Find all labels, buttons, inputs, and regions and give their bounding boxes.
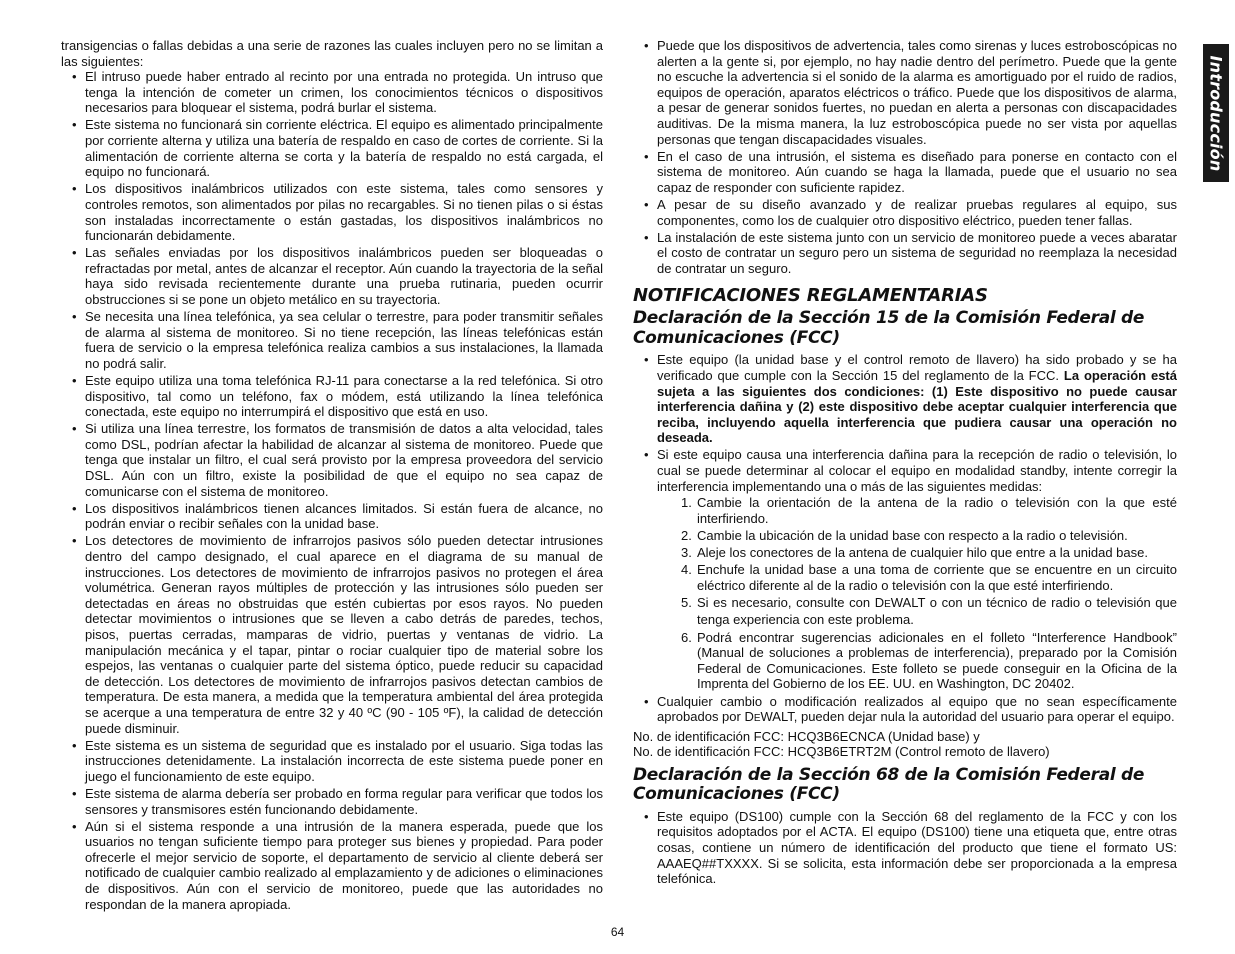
- list-item: • Este equipo (DS100) cumple con la Sección 68 del reglamento de la FCC y con los requisitos adoptados por el ACTA. El equipo (DS100) tiene una etiqueta que, entre otras cosas, contiene un número de identificación del producto que tiene el formato US: AAAEQ##TXXXX. Si se solicita, esta información debe ser proporcionada a la empresa telefónica.: [633, 809, 1177, 887]
- measure-text: WALT o con un técnico de radio o televisión que tenga experiencia con este problema.: [697, 594, 1177, 628]
- fcc-part15-list: [633, 352, 1177, 727]
- measure-item: [657, 495, 1177, 526]
- left-column: [61, 38, 603, 914]
- fcc-id-remote: No. de identificación FCC: HCQ3B6ETRT2M (Control remoto de llavero): [633, 744, 1050, 760]
- measures-list: [657, 495, 1177, 692]
- list-item: • Este equipo utiliza una toma telefónica RJ-11 para conectarse a la red telefónica. Si otro dispositivo, tal como un teléfono, fax o módem, está utilizando la línea telefónica conectada, este equipo no interrumpirá el dispositivo que está en uso.: [61, 373, 603, 420]
- limitations-list-continued: [633, 38, 1177, 276]
- list-item: • Puede que los dispositivos de advertencia, tales como sirenas y luces estroboscópicas no alerten a la gente si, por ejemplo, no hay nadie dentro del perímetro. Puede que la gente no escuche la advertencia si el sonido de la alarma es amortiguado por el ruido de radios, equipos de operación, aparatos eléctricos o tráfico. Puede que los dispositivos de alarma, a pesar de generar sonidos fuertes, no puedan en alerta a personas con discapacidades auditivas. De la misma manera, la luz estroboscópica puede no ser vista por aquellas personas que tengan discapacidades visuales.: [633, 38, 1177, 147]
- page-number: 64: [610, 925, 625, 939]
- list-item: [633, 352, 1177, 446]
- measure-text: Cambie la ubicación de la unidad base con respecto a la radio o televisión.: [697, 527, 1128, 543]
- measure-number: 3.: [681, 545, 692, 561]
- list-item: • La instalación de este sistema junto con un servicio de monitoreo puede a veces abaratar el costo de contratar un seguro pero un sistema de seguridad no reemplaza la necesidad de contratar un seguro.: [633, 230, 1177, 277]
- measure-item: [657, 595, 1177, 628]
- fcc-part15-heading: Declaración de la Sección 15 de la Comisión Federal de Comunicaciones (FCC): [633, 308, 1145, 348]
- list-item: • En el caso de una intrusión, el sistema es diseñado para ponerse en contacto con el sistema de monitoreo. Aún cuando se haga la llamada, puede que el usuario no sea capaz de responder con suficiente rapidez.: [633, 149, 1177, 196]
- list-item: • Los dispositivos inalámbricos tienen alcances limitados. Si están fuera de alcance, no podrán enviar o recibir señales con la unidad base.: [61, 501, 603, 532]
- limitations-list: [61, 69, 603, 912]
- list-item: • Este sistema no funcionará sin corriente eléctrica. El equipo es alimentado principalmente por corriente alterna y utiliza una batería de respaldo en caso de cortes de corriente. Si la alimentación de corriente alterna se corta y la batería de respaldo no está cargada, el equipo no funcionará.: [61, 117, 603, 179]
- fcc-part68-list: [633, 809, 1177, 887]
- list-item: • Los detectores de movimiento de infrarrojos pasivos sólo pueden detectar intrusiones dentro del campo designado, el cual aparece en el diagrama de su manual de instrucciones. Los detectores de movimiento de infrarrojos pasivos no protegen el área volumétrica. Generan rayos múltiples de protección y las intrusiones sólo pueden ser detectadas en áreas no obstruidas que estén cubiertas por esos rayos. No pueden detectar movimientos o intrusiones que se lleven a cabo detrás de paredes, techos, pisos, puertas cerradas, mamparas de vidrio, puertas y ventanas de vidrio. La manipulación mecánica y el tapar, pintar o rociar cualquier tipo de material sobre los espejos, las ventanas o cualquier parte del sistema óptico, puede reducir su capacidad de detección. Los detectores de movimiento de infrarrojos pasivos detectan cambios de temperatura. De esta manera, a medida que la temperatura ambiental del área protegida se acerque a una temperatura de entre 32 y 40 ºC (90 - 105 ºF), la calidad de detección puede disminuir.: [61, 533, 603, 736]
- measure-text: Cambie la orientación de la antena de la radio o televisión con la que esté interfiriendo.: [697, 495, 1177, 526]
- list-item: • A pesar de su diseño avanzado y de realizar pruebas regulares al equipo, sus componentes, como los de cualquier otro dispositivo eléctrico, pueden tener fallas.: [633, 197, 1177, 228]
- list-item: • Las señales enviadas por los dispositivos inalámbricos pueden ser bloqueadas o refractadas por metal, antes de alcanzar el receptor. Aún cuando la trayectoria de la señal haya sido revisada recientemente durante una prueba rutinaria, pueden ocurrir obstrucciones si se pone un objeto metálico en su trayectoria.: [61, 245, 603, 307]
- right-column: [633, 38, 1177, 888]
- section-tab: [1203, 44, 1229, 182]
- measure-text: Aleje los conectores de la antena de cualquier hilo que entre a la unidad base.: [697, 545, 1148, 561]
- measure-item: [657, 630, 1177, 692]
- measure-item: [657, 528, 1177, 544]
- intro-paragraph: transigencias o fallas debidas a una serie de razones las cuales incluyen pero no se limitan a las siguientes:: [61, 38, 603, 69]
- list-item: • Este sistema es un sistema de seguridad que es instalado por el usuario. Siga todas las instrucciones detenidamente. La instalación incorrecta de este sistema puede poner en juego el funcionamiento de este equipo.: [61, 738, 603, 785]
- measure-number: 1.: [681, 495, 692, 511]
- brand-small-caps: E: [884, 598, 891, 610]
- list-item: • Este sistema de alarma debería ser probado en forma regular para verificar que todos los sensores y transmisores estén funcionando debidamente.: [61, 786, 603, 817]
- brand-small-caps: E: [753, 713, 761, 725]
- fcc-id-base: No. de identificación FCC: HCQ3B6ECNCA (Unidad base) y: [633, 728, 980, 744]
- part15-text: Este equipo (la unidad base y el control remoto de llavero) ha sido probado y se ha verificado que cumple con la Sección 15 del reglamento de la FCC.: [657, 352, 1177, 383]
- modification-text: WALT, pueden dejar nula la autoridad del usuario para operar el equipo.: [760, 709, 1175, 725]
- part15-conditions: La operación está sujeta a las siguientes dos condiciones: (1) Este dispositivo no puede causar interferencia dañina y (2) este dispositivo debe aceptar cualquier interferencia que reciba, incluyendo aquella interferencia que pudiera causar una operación no deseada.: [657, 368, 1177, 446]
- list-item: • Se necesita una línea telefónica, ya sea celular o terrestre, para poder transmitir señales de alarma al sistema de monitoreo. Si no tiene recepción, las líneas telefónicas están fuera de servicio o la empresa telefónica realiza cambios a sus instalaciones, la llamada no podrá salir.: [61, 309, 603, 371]
- measure-text: Si es necesario, consulte con D: [697, 594, 885, 610]
- list-item: [633, 694, 1177, 727]
- interference-text: Si este equipo causa una interferencia dañina para la recepción de radio o televisión, lo cual se puede determinar al colocar el equipo en modalidad standby, intente corregir la interferencia implementando una o más de las siguientes medidas:: [657, 447, 1177, 494]
- measure-item: [657, 562, 1177, 593]
- measure-number: 2.: [681, 527, 692, 543]
- section-tab-label: Introducción: [1206, 55, 1226, 171]
- list-item: • Los dispositivos inalámbricos utilizados con este sistema, tales como sensores y controles remotos, son alimentados por pilas no recargables. Si no tienen pilas o si éstas son instaladas incorrectamente o están gastadas, los dispositivos inalámbricos no funcionarán debidamente.: [61, 181, 603, 243]
- modification-text: Cualquier cambio o modificación realizados al equipo que no sean específicamente aprobados por D: [657, 693, 1177, 725]
- measure-text: Enchufe la unidad base a una toma de corriente que se encuentre en un circuito eléctrico diferente al de la radio o televisión con la que esté interfiriendo.: [697, 562, 1177, 593]
- measure-item: [657, 545, 1177, 561]
- measure-number: 5.: [681, 594, 692, 610]
- list-item: • Si utiliza una línea terrestre, los formatos de transmisión de datos a alta velocidad, tales como DSL, podrían afectar la habilidad de alcanzar al sistema de monitoreo. Puede que tenga que instalar un filtro, el cual será provisto por la empresa proveedora del servicio DSL. Aún con un filtro, existe la posibilidad de que el equipo no sea capaz de comunicarse con el sistema de monitoreo.: [61, 421, 603, 499]
- measure-number: 4.: [681, 562, 692, 578]
- list-item: • Aún si el sistema responde a una intrusión de la manera esperada, puede que los usuarios no tengan suficiente tiempo para proteger sus bienes y propiedad. Para poder ofrecerle el mejor servicio de soporte, el departamento de servicio al cliente deberá ser notificado de cualquier cambio realizado al emplazamiento y de adiciones o eliminaciones de dispositivos. Aún con el servicio de monitoreo, puede que las autoridades no respondan de la manera apropiada.: [61, 819, 603, 913]
- measure-text: Podrá encontrar sugerencias adicionales en el folleto “Interference Handbook” (Manual de soluciones a problemas de interferencia), preparado por la Comisión Federal de Comunicaciones. Este folleto se puede conseguir en la Oficina de la Imprenta del Gobierno de los EE. UU. en Washington, DC 20402.: [697, 629, 1177, 692]
- list-item: [633, 447, 1177, 691]
- fcc-part68-heading: Declaración de la Sección 68 de la Comisión Federal de Comunicaciones (FCC): [633, 764, 1145, 805]
- list-item: • El intruso puede haber entrado al recinto por una entrada no protegida. Un intruso que tenga la intención de cometer un crimen, los conocimientos técnicos o dispositivos necesarios para bloquear el sistema, podrá burlar el sistema.: [61, 69, 603, 116]
- measure-number: 6.: [681, 629, 692, 645]
- regulatory-heading: NOTIFICACIONES REGLAMENTARIAS: [633, 285, 988, 307]
